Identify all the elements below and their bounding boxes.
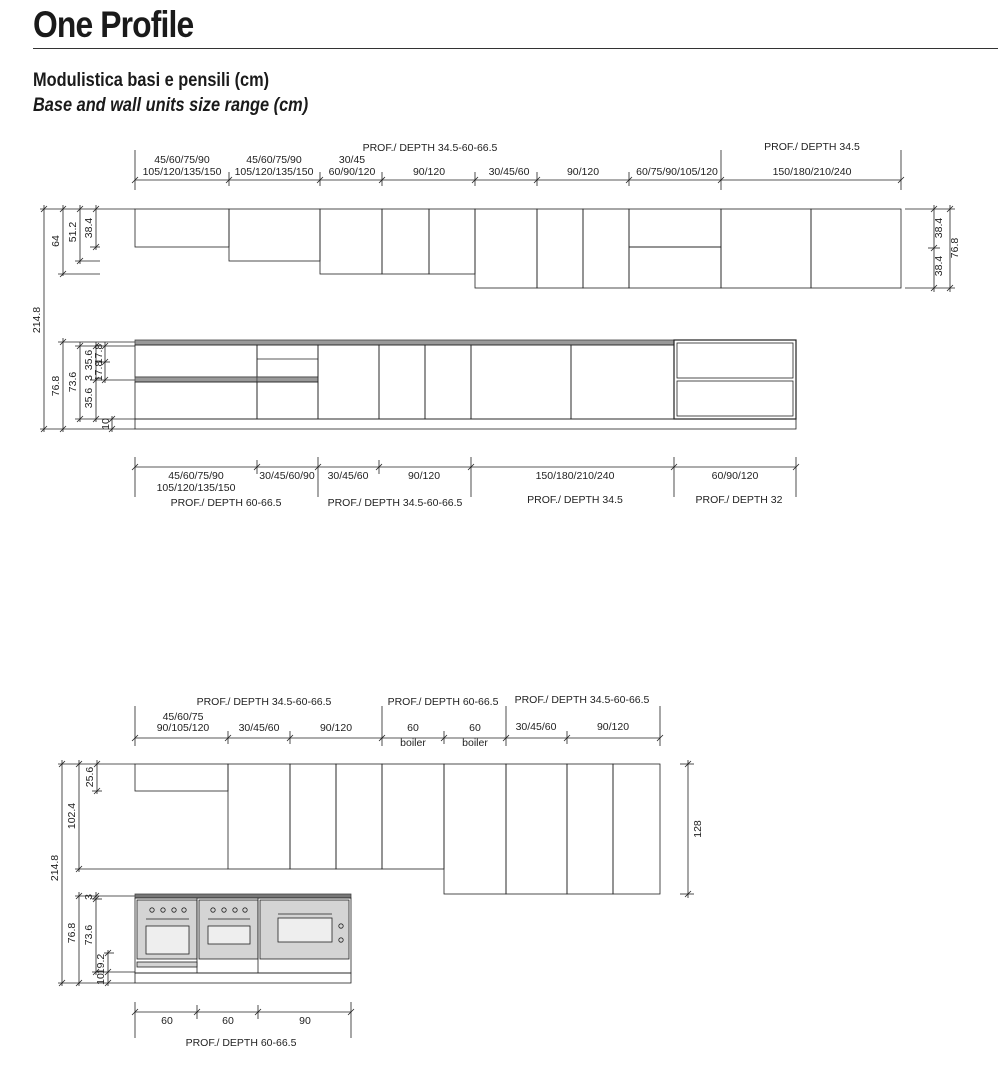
- width-label: 30/45/60: [238, 722, 280, 734]
- height-label: 128: [692, 820, 704, 838]
- width-label: 30/45/60: [515, 721, 557, 733]
- height-label: 25.6: [84, 766, 96, 788]
- top-dimension-line: [132, 706, 663, 746]
- height-label: 214.8: [49, 854, 61, 882]
- height-label: 73.6: [67, 371, 79, 393]
- width-label: 60/90/120: [711, 470, 759, 482]
- width-label: 60: [222, 1015, 234, 1027]
- diagram-1: [40, 150, 955, 497]
- width-label: 90/120: [596, 721, 630, 733]
- width-label: 60: [469, 722, 481, 734]
- width-label: 105/120/135/150: [142, 166, 222, 178]
- height-label: 38.4: [83, 217, 95, 239]
- depth-label: PROF./ DEPTH 34.5-60-66.5: [327, 497, 463, 509]
- height-label: 10: [100, 418, 112, 430]
- width-label: 45/60/75/90: [168, 470, 224, 482]
- height-label: 10: [95, 973, 107, 985]
- width-label: 60: [161, 1015, 173, 1027]
- width-label: 30/45/60: [327, 470, 369, 482]
- height-label: 73.6: [83, 924, 95, 946]
- height-label: 38.4: [933, 255, 945, 277]
- height-label: 17.8: [93, 360, 105, 382]
- height-label: 76.8: [50, 375, 62, 397]
- height-label: 76.8: [66, 922, 78, 944]
- diagram-2-labels: [49, 694, 704, 1049]
- height-label: 3: [83, 375, 95, 381]
- width-label: 90/120: [566, 166, 600, 178]
- height-label: 3: [83, 894, 95, 900]
- width-label: 90/120: [407, 470, 441, 482]
- width-label: 90: [299, 1015, 311, 1027]
- height-label: 35.6: [83, 349, 95, 371]
- base-units-with-ovens: [135, 894, 351, 983]
- width-label: 30/45: [338, 154, 366, 166]
- subtitle-english: Base and wall units size range (cm): [33, 95, 309, 116]
- height-label: 35.6: [83, 387, 95, 409]
- width-label: 90/120: [412, 166, 446, 178]
- width-label: 45/60/75/90: [246, 154, 302, 166]
- depth-label: PROF./ DEPTH 60-66.5: [387, 696, 499, 708]
- height-label: 17.8: [93, 343, 105, 365]
- width-label: 60: [407, 722, 419, 734]
- depth-label: PROF./ DEPTH 34.5-60-66.5: [196, 696, 332, 708]
- diagram-2: [58, 706, 694, 1038]
- base-units-row: [135, 340, 796, 429]
- top-depth-label-right: PROF./ DEPTH 34.5: [764, 141, 860, 153]
- width-label: 30/45/60/90: [259, 470, 315, 482]
- width-label: 45/60/75: [162, 711, 204, 723]
- width-label: 90/105/120: [156, 722, 210, 734]
- height-label: 38.4: [933, 217, 945, 239]
- width-label: 90/120: [319, 722, 353, 734]
- depth-label: PROF./ DEPTH 32: [695, 494, 783, 506]
- wall-units-row: [135, 209, 901, 288]
- page-title: One Profile: [33, 4, 194, 45]
- height-label: 19.2: [95, 953, 107, 975]
- depth-label: PROF./ DEPTH 60-66.5: [185, 1037, 297, 1049]
- height-label: 102.4: [66, 802, 78, 830]
- width-label: 150/180/210/240: [772, 166, 852, 178]
- width-label: boiler: [462, 737, 488, 749]
- width-label: 105/120/135/150: [156, 482, 236, 494]
- depth-label: PROF./ DEPTH 60-66.5: [170, 497, 282, 509]
- width-label: boiler: [400, 737, 426, 749]
- height-label: 76.8: [949, 237, 961, 259]
- width-label: 30/45/60: [488, 166, 530, 178]
- height-label: 214.8: [31, 306, 43, 334]
- height-label: 51.2: [67, 221, 79, 243]
- subtitle-italian: Modulistica basi e pensili (cm): [33, 70, 270, 91]
- width-label: 105/120/135/150: [234, 166, 314, 178]
- width-label: 45/60/75/90: [154, 154, 210, 166]
- width-label: 150/180/210/240: [535, 470, 615, 482]
- diagram-1-labels: [31, 141, 961, 509]
- depth-label: PROF./ DEPTH 34.5: [527, 494, 623, 506]
- width-label: 60/75/90/105/120: [636, 166, 718, 178]
- width-label: 60/90/120: [328, 166, 376, 178]
- wall-units-row: [135, 764, 660, 894]
- right-dimension-lines: [905, 205, 955, 292]
- height-label: 64: [50, 235, 62, 247]
- top-depth-label-left: PROF./ DEPTH 34.5-60-66.5: [362, 142, 498, 154]
- depth-label: PROF./ DEPTH 34.5-60-66.5: [514, 694, 650, 706]
